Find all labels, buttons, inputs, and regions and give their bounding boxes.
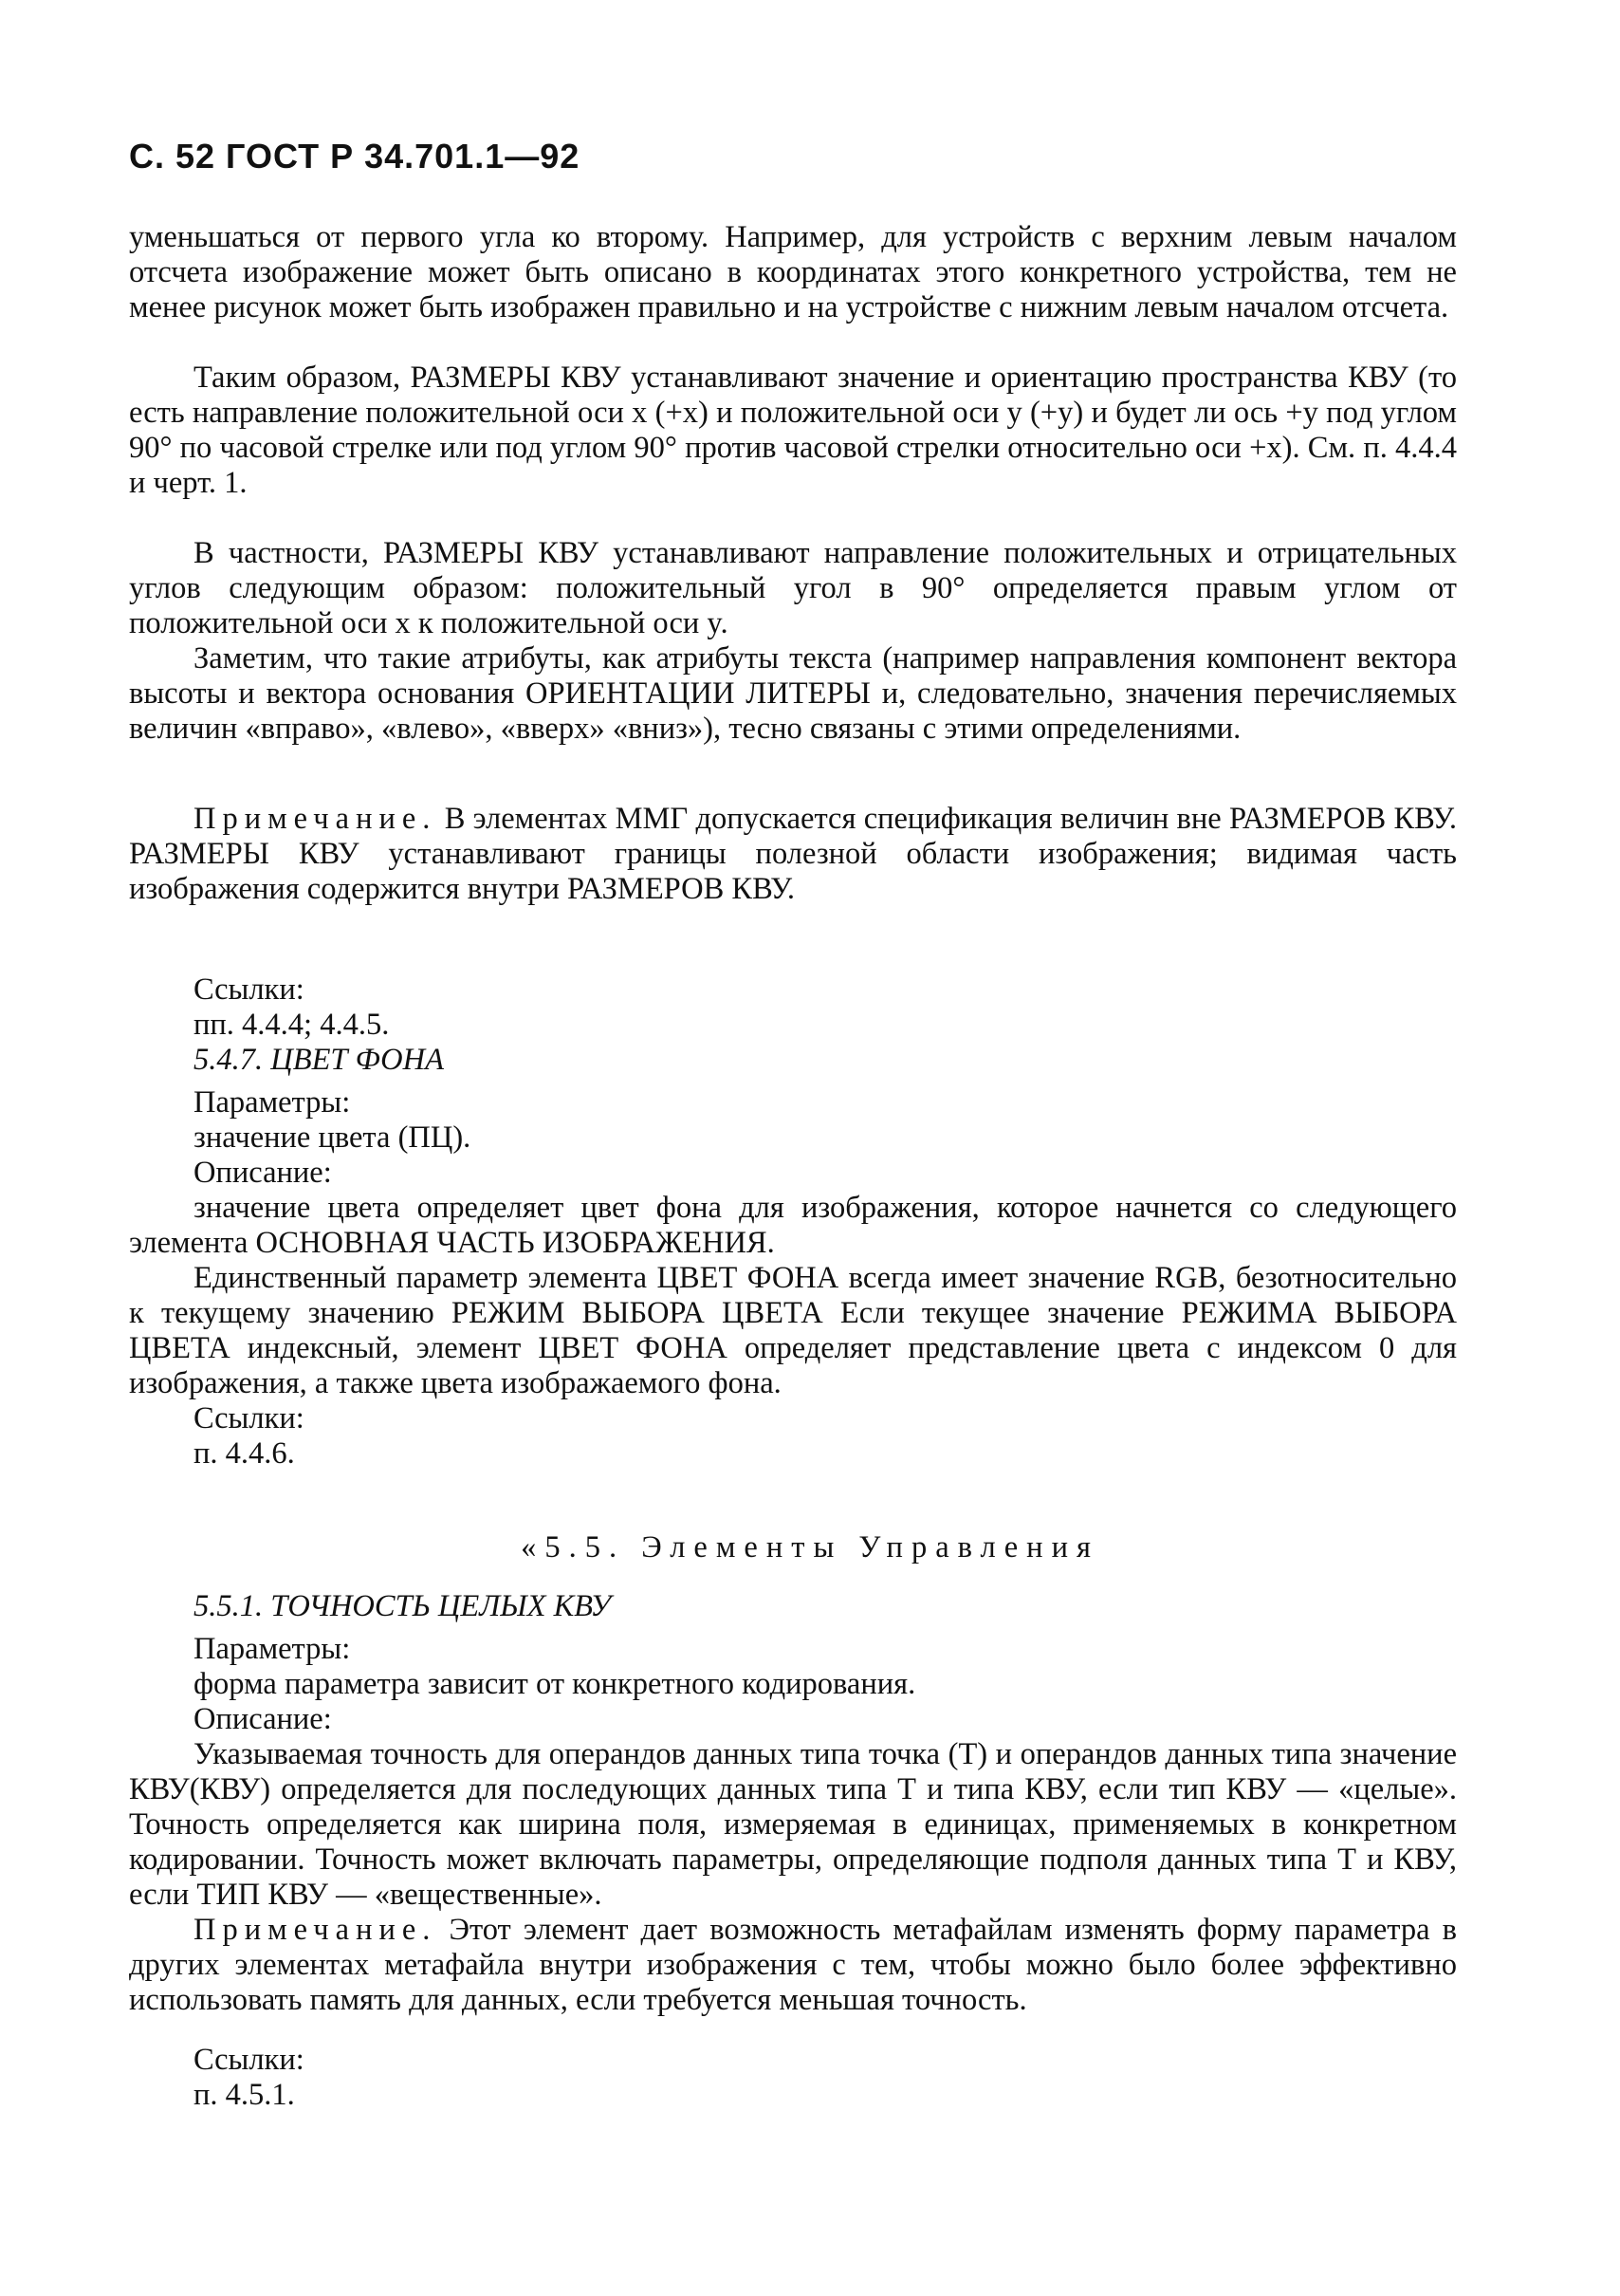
paragraph-3: В частности, РАЗМЕРЫ КВУ устанавливают направление положительных и отрицательных углов следующим образом: положительный угол в 90° определяется правым углом от положительной оси x к положительной оси y. [129,536,1457,640]
section-5-4-7: 5.4.7. ЦВЕТ ФОНА Параметры: значение цвета (ПЦ). Описание: значение цвета определяет цвет фона для изображения, которое начнется со следующего элемента ОСНОВНАЯ ЧАСТЬ ИЗОБРАЖЕНИЯ. Единственный параметр элемента ЦВЕТ ФОНА всегда имеет значение RGB, безотносительно к текущему значению РЕЖИМ ВЫБОРА ЦВЕТА Если текущее значение РЕЖИМА ВЫБОРА ЦВЕТА индексный, элемент ЦВЕТ ФОНА определяет представление цвета с индексом 0 для изображения, а также цвета изображаемого фона. Ссылки: п. 4.4.6. [129,1043,1457,1471]
page-header: С. 52 ГОСТ Р 34.701.1—92 [129,137,580,176]
section-title: 5.4.7. ЦВЕТ ФОНА [193,1043,444,1077]
note-label: Примечание. [193,802,437,836]
note-1: Примечание. В элементах ММГ допускается спецификация величин вне РАЗМЕРОВ КВУ. РАЗМЕРЫ КВУ устанавливают границы полезной области изображения; видимая часть изображения содержится внутри РАЗМЕРОВ КВУ. [129,802,1458,906]
section-title: 5.5.1. ТОЧНОСТЬ ЦЕЛЫХ КВУ [193,1589,612,1623]
paragraph-1: уменьшаться от первого угла ко второму. Например, для устройств с верхним левым началом отсчета изображение может быть описано в координатах этого конкретного устройства, тем не менее рисунок может быть изображен правильно и на устройстве с нижним левым началом отсчета. [129,220,1457,324]
section-5-5-heading: «5.5. Элементы Управления [521,1530,1099,1565]
note-label: Примечание. [193,1913,437,1947]
references-1: Ссылки: пп. 4.4.4; 4.4.5. [193,972,390,1042]
paragraph-2: Таким образом, РАЗМЕРЫ КВУ устанавливают значение и ориентацию пространства КВУ (то есть направление положительной оси x (+x) и положительной оси y (+y) и будет ли ось +y под углом 90° по часовой стрелке или под углом 90° против часовой стрелки относительно оси +x). См. п. 4.4.4 и черт. 1. [129,361,1457,500]
section-5-5-1: 5.5.1. ТОЧНОСТЬ ЦЕЛЫХ КВУ Параметры: форма параметра зависит от конкретного кодирования. Описание: Указываемая точность для операндов данных типа точка (Т) и операндов данных типа значение КВУ(КВУ) определяется для последующих данных типа Т и типа КВУ, если тип КВУ — «целые». Точность определяется как ширина поля, измеряемая в единицах, применяемых в конкретном кодировании. Точность может включать параметры, определяющие подполя данных типа Т и КВУ, если ТИП КВУ — «вещественные». Примечание. Этот элемент дает возможность метафайлам изменять форму параметра в других элементах метафайла внутри изображения с тем, чтобы можно было более эффективно использовать память для данных, если требуется меньшая точность. Ссылки: п. 4.5.1. [129,1589,1457,2112]
paragraph-4: Заметим, что такие атрибуты, как атрибуты текста (например направления компонент вектора высоты и вектора основания ОРИЕНТАЦИИ ЛИТЕРЫ и, следовательно, значения перечисляемых величин «вправо», «влево», «вверх» «вниз»), тесно связаны с этими определениями. [129,641,1457,746]
